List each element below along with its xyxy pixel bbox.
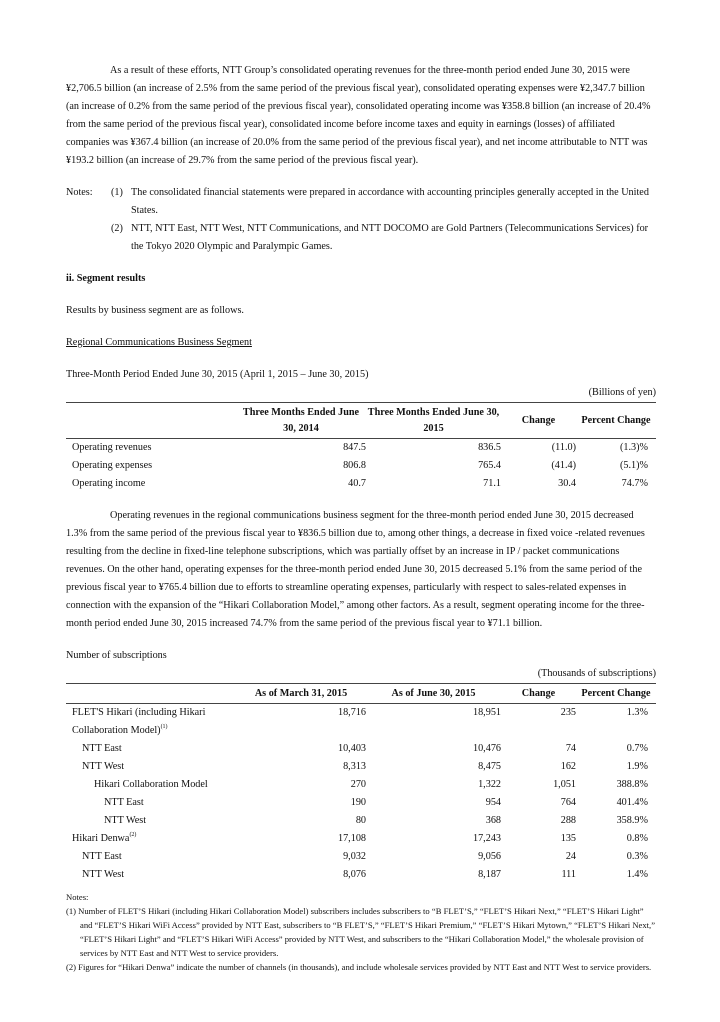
table-cell: 111 [561,869,576,880]
table-cell: 358.9% [616,815,648,826]
table-cell: 836.5 [478,442,501,453]
row-label [66,758,236,776]
footnote-ref: (2) [129,832,137,838]
table-cell: 0.8% [626,833,648,844]
table-header-cell: Change [501,684,576,704]
table1-unit: (Billions of yen) [588,387,656,398]
footnotes-block [66,890,656,974]
row-label [66,848,236,866]
row-label [66,830,236,848]
row-label-text: Hikari Collaboration Model [94,779,208,790]
table-header-cell: Percent Change [576,684,656,704]
row-label-text: NTT East [82,851,122,862]
footnote-item: (2) Figures for “Hikari Denwa” indicate the number of channels (in thousands), and include wholesale services provided by NTT East and NTT West to service providers. [66,962,652,972]
table-row [66,794,656,812]
row-label-text: FLET'S Hikari (including Hikari Collaboration Model) [72,707,206,736]
table-cell: 24 [565,851,576,862]
note-item [66,184,656,220]
row-label-text: NTT East [82,743,122,754]
table-cell: 270 [350,779,366,790]
table-cell: (11.0) [551,442,576,453]
table-row [66,740,656,758]
row-label-text: NTT East [104,797,144,808]
row-label-text: Hikari Denwa [72,833,130,844]
table-cell: (1.3)% [619,442,648,453]
table-cell: 368 [485,815,501,826]
period-title: Three-Month Period Ended June 30, 2015 (April 1, 2015 – June 30, 2015) [66,369,369,380]
row-label [66,812,236,830]
table-row [66,848,656,866]
table-cell: 1.3% [626,707,648,718]
table-cell: 17,108 [337,833,366,844]
note-text [125,220,656,256]
table-row [66,830,656,848]
table-cell: 18,716 [337,707,366,718]
table-cell: 765.4 [478,460,501,471]
table-cell: 10,403 [337,743,366,754]
table-cell: 1.4% [626,869,648,880]
table-cell: 806.8 [343,460,366,471]
table-cell: 0.3% [626,851,648,862]
row-label [66,740,236,758]
table-cell: 9,032 [343,851,366,862]
footnote-ref: (1) [160,724,168,730]
row-label [66,794,236,812]
row-label-text: NTT West [82,761,125,772]
table-cell: 74 [565,743,576,754]
table-cell: 0.7% [626,743,648,754]
table-cell: 847.5 [343,442,366,453]
notes-label: Notes: [66,187,93,198]
table-cell: (41.4) [551,460,576,471]
table-cell: 17,243 [472,833,501,844]
row-label [66,704,236,741]
subscriptions-table [66,683,656,884]
footnote-item: (1) Number of FLET’S Hikari (including Hikari Collaboration Model) subscribers includes subscribers to “B FLET’S,” “FLET’S Hikari Next,” “FLET’S Hikari Light” and “FLET’S Hikari WiFi Access” provided by NTT East, subscribers to “B FLET’S,” “FLET’S Hikari Premium,” “FLET’S Hikari Mytown,” “FLET’S Hikari Next,” “FLET’S Hikari Light” and “FLET’S Hikari WiFi Access” provided by NTT West, and subscribers to the “Hikari Collaboration Model,” the wholesale provision of services by NTT East and NTT West to service providers. [66,906,656,958]
table-cell: 8,076 [343,869,366,880]
table-header-cell: Three Months Ended June 30, 2015 [366,403,501,439]
note-text-content: NTT, NTT East, NTT West, NTT Communications, and NTT DOCOMO are Gold Partners (Telecommunications Services) for the Tokyo 2020 Olympic and Paralympic Games. [131,223,649,252]
note-text [125,184,656,220]
table-cell: 80 [355,815,366,826]
table-cell: 135 [560,833,576,844]
table-cell: 1,051 [553,779,576,790]
table-cell: 30.4 [558,478,576,489]
table-cell: 190 [350,797,366,808]
table-row [66,866,656,884]
table-cell: 18,951 [472,707,501,718]
table-cell: 162 [560,761,576,772]
table-cell: 8,187 [478,869,501,880]
row-label-text: NTT West [82,869,125,880]
table-header-cell [66,684,236,704]
row-label-text: NTT West [104,815,147,826]
table-header-cell: Three Months Ended June 30, 2014 [236,403,366,439]
table-cell: 10,476 [472,743,501,754]
notes-block [66,184,656,256]
note-number: (2) [111,223,123,234]
segment-paragraph: Operating revenues in the regional communications business segment for the three-month period ended June 30, 2015 decreased 1.3% from the same period of the previous fiscal year to ¥836.5 billion due to, among other things, a decrease in fixed voice -related revenues resulting from the decline in fixed-line telephone subscriptions, which was partially offset by an increase in IP / packet communications revenues. On the other hand, operating expenses for the three-month period ended June 30, 2015 decreased 5.1% from the same period of the previous fiscal year to ¥765.4 billion due to efforts to streamline operating expenses, particularly with respect to sales-related expenses in connection with the expansion of the “Hikari Collaboration Model,” among other factors. As a result, segment operating income for the three-month period ended June 30, 2015 increased 74.7% from the same period of the previous fiscal year to ¥71.1 billion. [66,510,645,629]
table-cell: 235 [560,707,576,718]
table-cell: 9,056 [478,851,501,862]
section-intro: Results by business segment are as follows. [66,305,244,316]
table-cell: 8,475 [478,761,501,772]
row-label: Operating income [72,478,146,489]
row-label: Operating revenues [72,442,152,453]
table-header-cell: Change [501,403,576,439]
subscriptions-table-body [66,704,656,885]
table-row [66,457,656,475]
table-row [66,776,656,794]
table-cell: 71.1 [483,478,501,489]
table-header-cell: As of March 31, 2015 [236,684,366,704]
table-cell: 288 [560,815,576,826]
note-item [66,220,656,256]
table-header-cell [66,403,236,439]
table-row [66,475,656,493]
subscriptions-title: Number of subscriptions [66,650,167,661]
table-cell: 8,313 [343,761,366,772]
segment-results-table [66,402,656,493]
table-cell: 40.7 [348,478,366,489]
table-row [66,812,656,830]
table-cell: 388.8% [616,779,648,790]
row-label [66,776,236,794]
note-text-content: The consolidated financial statements were prepared in accordance with accounting principles generally accepted in the United States. [131,187,649,216]
table-header-cell: Percent Change [576,403,656,439]
table-header-cell: As of June 30, 2015 [366,684,501,704]
table-header-row [66,403,656,439]
document-page [66,62,656,974]
footnotes-label: Notes: [66,892,89,902]
intro-paragraph: As a result of these efforts, NTT Group’s consolidated operating revenues for the three-month period ended June 30, 2015 were ¥2,706.5 billion (an increase of 2.5% from the same period of the previous fiscal year), consolidated operating expenses were ¥2,347.7 billion (an increase of 0.2% from the same period of the previous fiscal year), consolidated operating income was ¥358.8 billion (an increase of 20.4% from the same period of the previous fiscal year), consolidated income before income taxes and equity in earnings (losses) of affiliated companies was ¥367.4 billion (an increase of 20.0% from the same period of the previous fiscal year), and net income attributable to NTT was ¥193.2 billion (an increase of 29.7% from the same period of the previous fiscal year). [66,65,651,166]
table-header-row [66,684,656,704]
table-cell: 764 [560,797,576,808]
table-cell: 401.4% [616,797,648,808]
segment-title: Regional Communications Business Segment [66,337,252,348]
section-heading: ii. Segment results [66,273,146,284]
table-row [66,758,656,776]
table-cell: 1.9% [626,761,648,772]
table-cell: 1,322 [478,779,501,790]
row-label [66,866,236,884]
note-number: (1) [111,187,123,198]
table-cell: 954 [485,797,501,808]
table2-unit: (Thousands of subscriptions) [537,668,656,679]
table-cell: 74.7% [621,478,648,489]
table-row [66,704,656,741]
table-row [66,439,656,458]
table-cell: (5.1)% [619,460,648,471]
row-label: Operating expenses [72,460,153,471]
